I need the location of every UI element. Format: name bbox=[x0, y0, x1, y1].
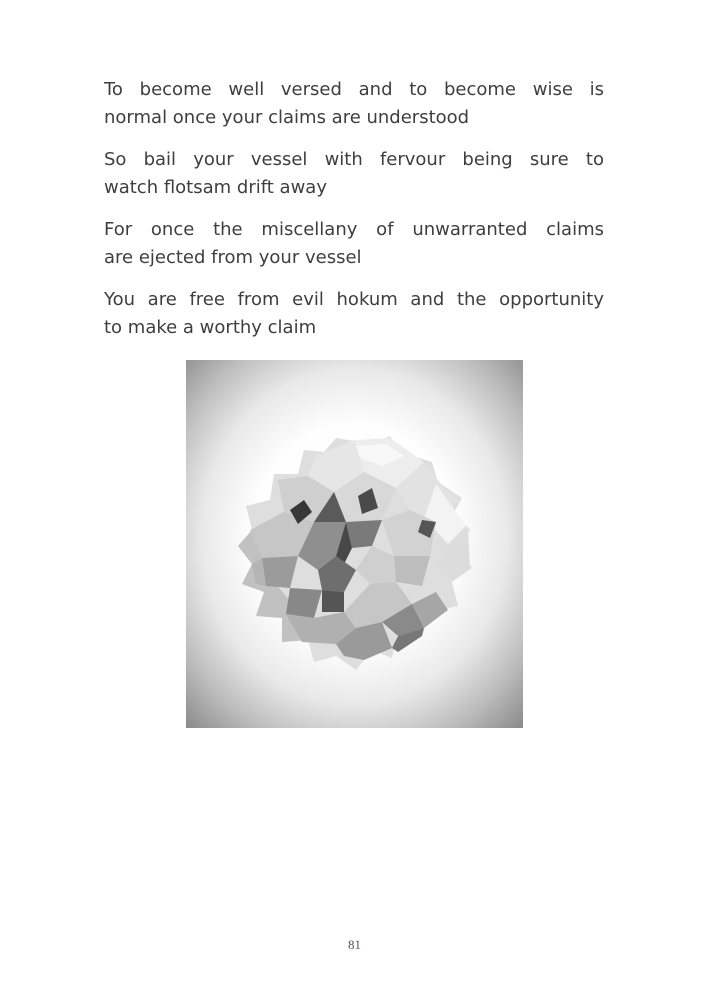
page-number: 81 bbox=[348, 937, 361, 952]
verse-paragraph bbox=[104, 76, 604, 132]
verse-line: watch flotsam drift away bbox=[104, 177, 327, 198]
crumpled-paper-photo bbox=[186, 360, 523, 728]
verse-line: To become well versed and to become wise is bbox=[104, 79, 604, 100]
verse-paragraph bbox=[104, 146, 604, 202]
verse-paragraph bbox=[104, 286, 604, 342]
verse-paragraph bbox=[104, 216, 604, 272]
verse-line: You are free from evil hokum and the opportunity bbox=[104, 289, 604, 310]
verse-line: So bail your vessel with fervour being sure to bbox=[104, 149, 604, 170]
crumpled-paper-ball-image bbox=[186, 360, 523, 728]
verse-line: to make a worthy claim bbox=[104, 317, 317, 338]
verse-line: For once the miscellany of unwarranted claims bbox=[104, 219, 604, 240]
verse-text-block bbox=[104, 76, 604, 356]
verse-line: normal once your claims are understood bbox=[104, 107, 470, 128]
verse-line: are ejected from your vessel bbox=[104, 247, 362, 268]
